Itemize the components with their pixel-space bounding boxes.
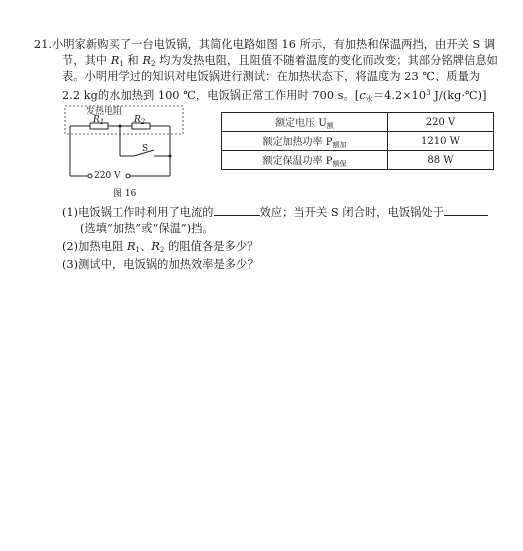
question-line-4: 2.2 kg的水加热到 100 ℃，电饭锅正常工作用时 700 s。[$c_水=4.2\times 10^3$ J/(kg·℃)] [62, 89, 487, 103]
table-row [222, 151, 494, 170]
table-cell-key: 额定保温功率 $P_{额保}$ [222, 151, 388, 170]
sub-question-3: (3)测试中，电饭锅的加热效率是多少？ [62, 258, 259, 271]
voltage-label: 220 V [94, 171, 121, 181]
question-number: 21. [34, 38, 53, 51]
table-cell-value: 1210 W [388, 132, 494, 151]
table-cell-value: 88 W [388, 151, 494, 170]
heater-label: 发热电阻 [86, 107, 123, 117]
question-line-2: 节，其中 $R_1$ 和 $R_2$ 均为发热电阻，且阻值不随着温度的变化而改变；其部分铭牌信息如 [62, 54, 498, 68]
terminal-right [126, 174, 130, 178]
circuit-diagram [60, 104, 190, 194]
table-row [222, 113, 494, 132]
switch-label: S [142, 144, 149, 154]
answer-blank-2[interactable] [444, 206, 488, 216]
heater-dashed-box [65, 106, 183, 134]
table-row [222, 132, 494, 151]
sub-question-1: (1)电饭锅工作时利用了电流的 效应；当开关 S 闭合时，电饭锅处于 [62, 206, 488, 220]
table-cell-key: 额定加热功率 $P_{额加}$ [222, 132, 388, 151]
r2-label: $R_2$ [134, 115, 146, 126]
question-line-1: 21.小明家新购买了一台电饭锅，其简化电路如图 16 所示，有加热和保温两挡，由开关 S 调 [34, 38, 496, 51]
r1-label: $R_1$ [93, 115, 105, 126]
figure-caption: 图 16 [113, 189, 137, 199]
table-cell-value: 220 V [388, 113, 494, 132]
question-line-3: 表。小明用学过的知识对电饭锅进行测试：在加热状态下，将温度为 23 ℃、质量为 [62, 70, 481, 83]
spec-table [221, 112, 494, 170]
answer-blank-1[interactable] [214, 206, 260, 216]
table-cell-key: 额定电压 $U_额$ [222, 113, 388, 132]
terminal-left [88, 174, 92, 178]
sub-question-1-cont: (选填“加热”或“保温”)挡。 [80, 222, 214, 235]
sub-question-2: (2)加热电阻 $R_1$、$R_2$ 的阻值各是多少？ [62, 240, 259, 254]
